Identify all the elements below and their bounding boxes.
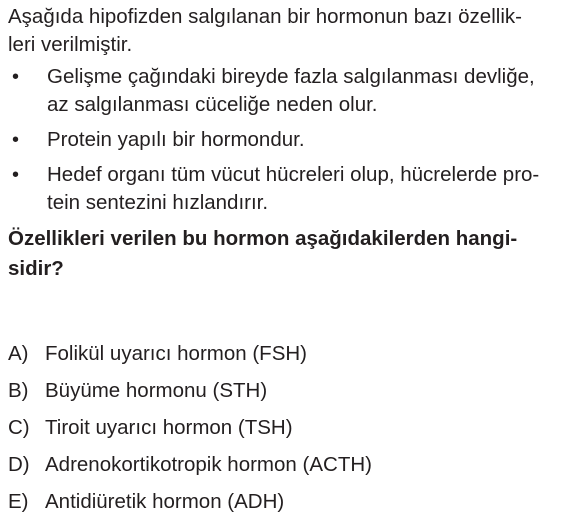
question-stem bbox=[8, 3, 574, 59]
prompt-line: Özellikleri verilen bu hormon aşağıdakilerden hangi- bbox=[8, 227, 518, 250]
option-a[interactable] bbox=[8, 335, 372, 372]
feature-item bbox=[8, 161, 574, 217]
feature-list bbox=[8, 63, 574, 217]
feature-item bbox=[8, 126, 574, 154]
feature-line: Hedef organı tüm vücut hücreleri olup, hücrelerde pro- bbox=[47, 163, 540, 186]
bullet-icon: • bbox=[12, 66, 20, 88]
stem-line: Aşağıda hipofizden salgılanan bir hormonun bazı özellik- bbox=[8, 5, 522, 28]
option-letter: B) bbox=[8, 379, 29, 402]
option-text: Antidiüretik hormon (ADH) bbox=[45, 490, 285, 513]
option-letter: E) bbox=[8, 490, 29, 513]
feature-item bbox=[8, 63, 574, 119]
option-c[interactable] bbox=[8, 409, 372, 446]
bullet-icon: • bbox=[12, 164, 20, 186]
option-letter: A) bbox=[8, 342, 29, 365]
option-e[interactable] bbox=[8, 483, 372, 520]
option-letter: D) bbox=[8, 453, 30, 476]
feature-line: az salgılanması cüceliğe neden olur. bbox=[47, 93, 378, 116]
option-text: Büyüme hormonu (STH) bbox=[45, 379, 268, 402]
question-block bbox=[8, 0, 574, 284]
answer-options bbox=[8, 335, 372, 520]
feature-line: tein sentezini hızlandırır. bbox=[47, 191, 269, 214]
option-letter: C) bbox=[8, 416, 30, 439]
stem-line: leri verilmiştir. bbox=[8, 33, 133, 56]
option-text: Adrenokortikotropik hormon (ACTH) bbox=[45, 453, 372, 476]
option-text: Tiroit uyarıcı hormon (TSH) bbox=[45, 416, 293, 439]
feature-line: Protein yapılı bir hormondur. bbox=[47, 128, 305, 151]
question-prompt bbox=[8, 224, 574, 284]
option-b[interactable] bbox=[8, 372, 372, 409]
prompt-line: sidir? bbox=[8, 257, 64, 280]
option-d[interactable] bbox=[8, 446, 372, 483]
feature-line: Gelişme çağındaki bireyde fazla salgılanması devliğe, bbox=[47, 65, 535, 88]
option-text: Folikül uyarıcı hormon (FSH) bbox=[45, 342, 308, 365]
bullet-icon: • bbox=[12, 129, 20, 151]
